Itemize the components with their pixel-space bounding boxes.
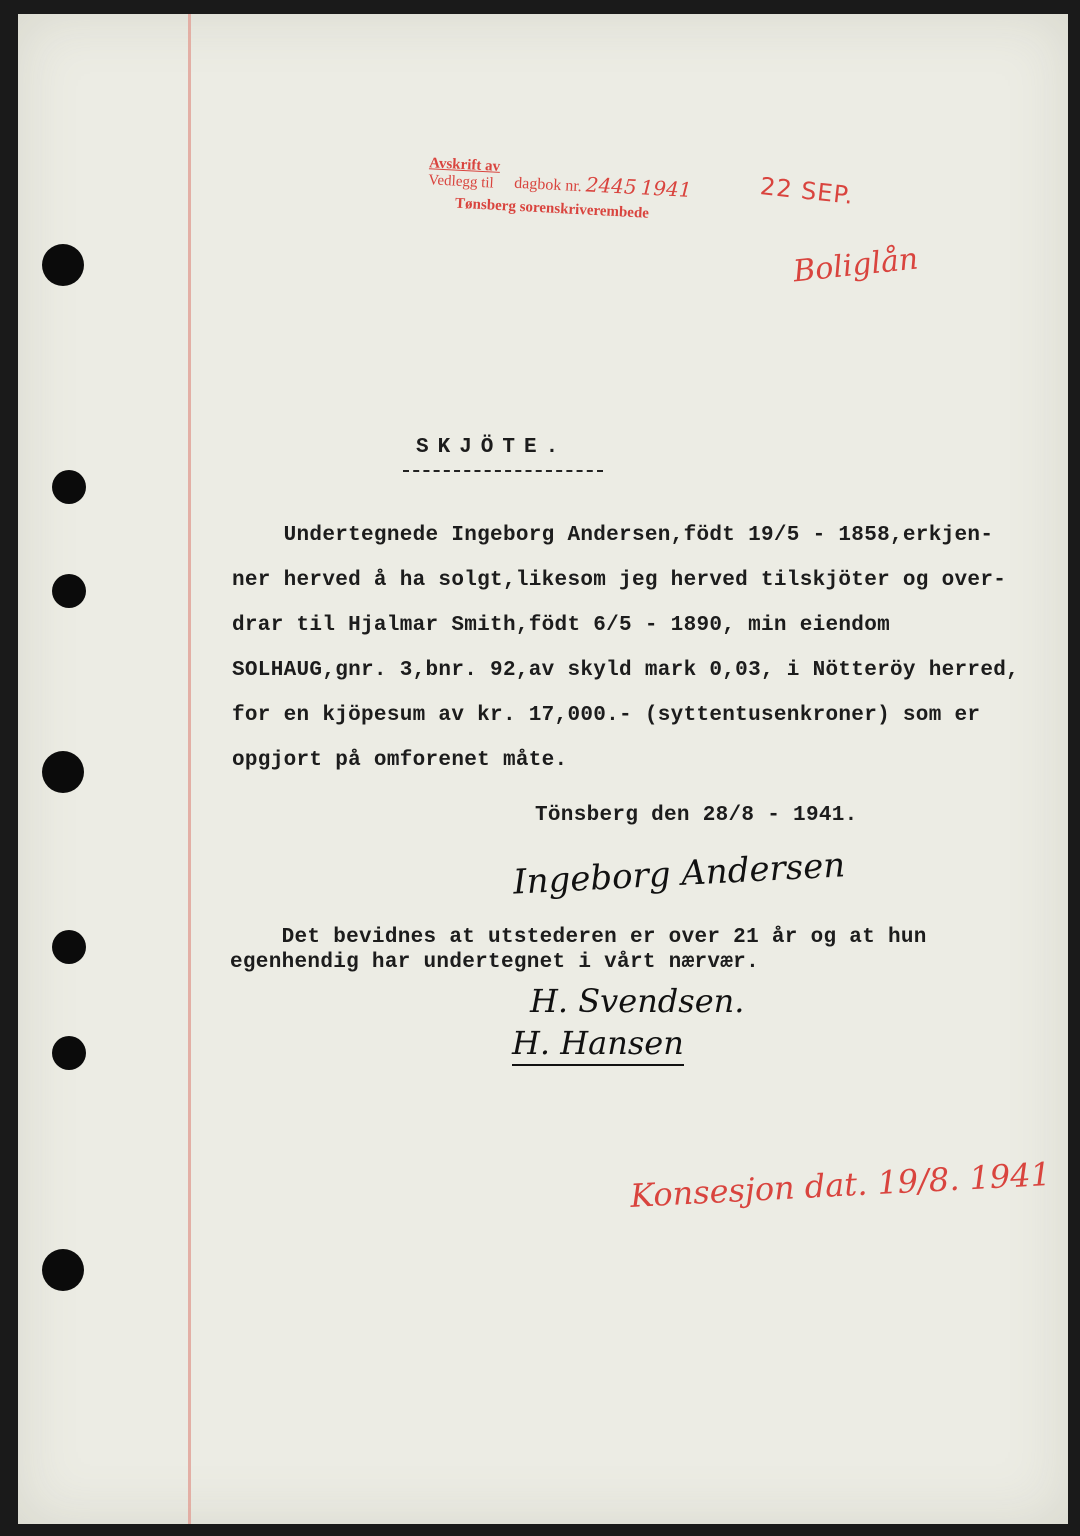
stamp-line2: Vedlegg til [427,172,495,192]
stamp-dagbok-label: dagbok nr. [513,174,583,196]
seller-signature: Ingeborg Andersen [512,845,847,903]
punch-hole [52,1036,86,1070]
stamp-date: 22 SEP. [758,172,856,210]
body-line: ner herved å ha solgt,likesom jeg herved tilskjöter og over- [232,569,1007,592]
stamp-dagbok-number: 2445 [585,172,638,200]
witness-line: egenhendig har undertegnet i vårt nærvær. [230,951,759,974]
punch-hole [52,574,86,608]
place-date: Tönsberg den 28/8 - 1941. [535,804,858,827]
punch-hole [52,930,86,964]
body-line: for en kjöpesum av kr. 17,000.- (syttentusenkroner) som er [232,704,981,727]
witness-signature: H. Svendsen. [530,982,745,1020]
witness-signature: H. Hansen [512,1024,684,1066]
stamp-office: Tønsberg sorenskriverembede [454,195,650,222]
registration-stamp [427,155,693,223]
body-line: Undertegnede Ingeborg Andersen,födt 19/5 - 1858,erkjen- [232,524,994,547]
margin-line [188,14,191,1524]
document-page [18,14,1068,1524]
body-line: SOLHAUG,gnr. 3,bnr. 92,av skyld mark 0,03, i Nötteröy herred, [232,659,1020,682]
punch-hole [52,470,86,504]
body-line: opgjort på omforenet måte. [232,749,568,772]
document-title: SKJÖTE. [416,436,568,459]
title-underline [403,470,603,472]
witness-line: Det bevidnes at utstederen er over 21 år og at hun [230,926,927,949]
body-line: drar til Hjalmar Smith,födt 6/5 - 1890, min eiendom [232,614,891,637]
punch-hole [42,1249,84,1291]
stamp-year: 1941 [640,175,693,202]
punch-hole [42,751,84,793]
stamp-line1: Avskrift av [428,155,501,175]
punch-hole [42,244,84,286]
note-boliglan: Boliglån [791,241,920,290]
note-konsesjon: Konsesjon dat. 19/8. 1941 [629,1155,1052,1215]
